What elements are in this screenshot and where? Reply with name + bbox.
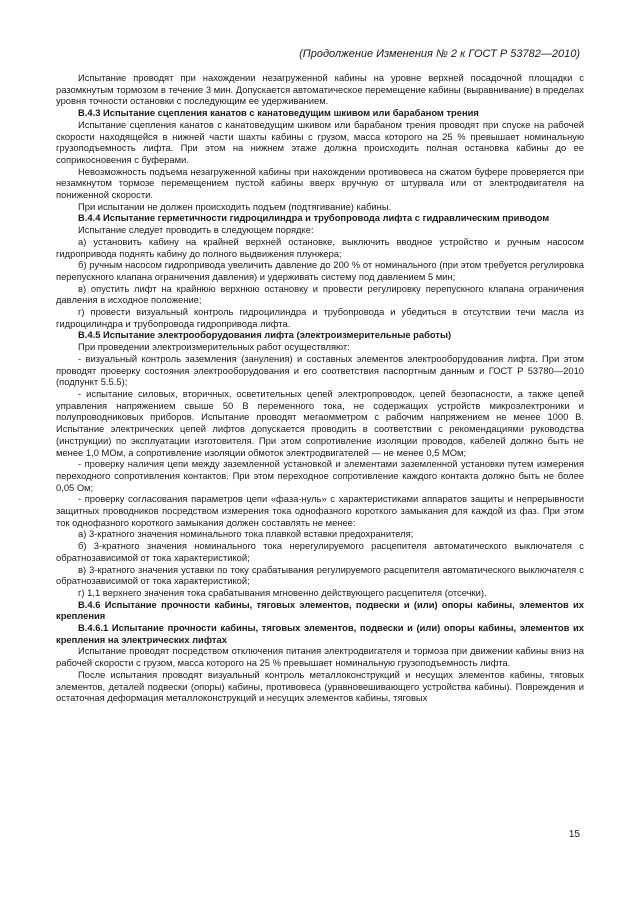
list-item: в) опустить лифт на крайнюю верхнюю остановку и провести регулировку перепускного клапана ограничения давления в исходное положение;: [56, 282, 584, 306]
paragraph: Испытание проводят посредством отключения питания электродвигателя и тормоза при движении кабины вниз на рабочей скорости с грузом, масса которого на 25 % превышает номинальную грузоподъемность лифта.: [56, 645, 584, 669]
list-item: а) 3-кратного значения номинального тока плавкой вставки предохранителя;: [78, 528, 414, 540]
list-item: г) провести визуальный контроль гидроцилиндра и трубопровода и убедиться в отсутствии течи масла из гидроцилиндра и трубопровода гидропривода лифта.: [56, 306, 584, 329]
list-item: - проверку наличия цепи между заземленной установкой и элементами заземленной установки путем измерения переходного сопротивления контактов. При этом переходное сопротивление каждого контакта должно быть не более 0,05 Ом;: [56, 458, 584, 493]
list-item: б) 3-кратного значения номинального тока нерегулируемого расцепителя автоматического выключателя с обратнозависимой от тока характеристикой;: [56, 540, 584, 563]
body-text: [56, 72, 584, 704]
list-item: - визуальный контроль заземления (зануления) и составных элементов электрооборудования лифта. При этом проводят проверку состояния электрооборудования и его соответствия паспортным данным и ГОСТ Р 53780—2010 (подпункт 5.5.5);: [56, 352, 584, 388]
section-heading: В.4.4 Испытание герметичности гидроцилиндра и трубопровода лифта с гидравлическим приводом: [78, 212, 550, 224]
running-header: (Продолжение Изменения № 2 к ГОСТ Р 53782—2010): [299, 48, 580, 60]
list-item: - испытание силовых, вторичных, осветительных цепей электропроводок, цепей безопасности, а также цепей управления напряжением свыше 50 В переменного тока, не содержащих устройств микроэлектроники и полупроводниковых приборов. Испытание проводят мегаомметром с рабочим напряжением не менее 1000 В. Испытание электрических цепей лифтов допускается проводить в соответствии с рекомендациями руководства (инструкции) по эксплуатации изготовителя. При этом сопротивление изоляции проводов, кабелей должно быть не менее 1,0 МОм, а сопротивление изоляции обмоток электродвигателей — не менее 0,5 МОм;: [56, 387, 584, 458]
paragraph: Испытание сцепления канатов с канатоведущим шкивом или барабаном трения проводят при спуске на рабочей скорости находящейся в нижней части шахты кабины с грузом, масса которого на 25 % превышает номинальную грузоподъемность лифта. При этом на нижнем этаже должна происходить полная остановка кабины до ее соприкосновения с буферами.: [56, 118, 584, 165]
section-heading: В.4.5 Испытание электрооборудования лифта (электроизмерительные работы): [78, 329, 452, 341]
paragraph: После испытания проводят визуальный контроль металлоконструкций и несущих элементов кабины, тяговых элементов, деталей подвески (опоры) кабины, противовеса (уравновешивающего устройства кабины). Повреждения и остаточная деформация металлоконструкций и несущих элементов кабины, тяговых: [56, 668, 584, 704]
list-item: б) ручным насосом гидропривода увеличить давление до 200 % от номинального (при этом требуется регулировка перепускного клапана ограничения давления) и удерживать систему под давлением 5 мин;: [56, 259, 584, 282]
paragraph: Испытание проводят при нахождении незагруженной кабины на уровне верхней посадочной площадки с разомкнутым тормозом в течение 3 мин. Допускается автоматическое перемещение кабины (выравнивание) в пределах уровня точности остановки с последующим ее удерживанием.: [56, 72, 584, 107]
paragraph: Испытание следует проводить в следующем порядке:: [78, 224, 314, 236]
paragraph: При проведении электроизмерительных работ осуществляют:: [78, 341, 350, 353]
paragraph: При испытании не должен происходить подъем (подтягивание) кабины.: [78, 200, 392, 212]
section-heading: В.4.6.1 Испытание прочности кабины, тяговых элементов, подвески и (или) опоры кабины, элементов их крепления на электрических лифтах: [56, 622, 584, 645]
list-item: в) 3-кратного значения уставки по току срабатывания регулируемого расцепителя автоматического выключателя с обратнозависимой от тока характеристикой;: [56, 563, 584, 587]
list-item: - проверку согласования параметров цепи «фаза-нуль» с характеристиками аппаратов защиты и непрерывности защитных проводников посредством измерения тока однофазного короткого замыкания для каждой из фаз. При этом ток однофазного короткого замыкания должен составлять не менее:: [56, 493, 584, 528]
list-item: г) 1,1 верхнего значения тока срабатывания мгновенно действующего расцепителя (отсечки).: [78, 586, 487, 598]
section-heading: В.4.3 Испытание сцепления канатов с канатоведущим шкивом или барабаном трения: [78, 107, 479, 119]
paragraph: Невозможность подъема незагруженной кабины при нахождении противовеса на сжатом буфере проверяется при незамкнутом тормозе перемещением пустой кабины вверх вручную от штурвала или от электродвигателя на пониженной скорости.: [56, 165, 584, 201]
list-item: а) установить кабину на крайней верхней остановке, выключить вводное устройство и ручным насосом гидропривода поднять кабину до полного выдвижения плунжера;: [56, 235, 584, 259]
page-number: 15: [568, 829, 580, 840]
section-heading: В.4.6 Испытание прочности кабины, тяговых элементов, подвески и (или) опоры кабины, элементов их крепления: [56, 598, 584, 622]
